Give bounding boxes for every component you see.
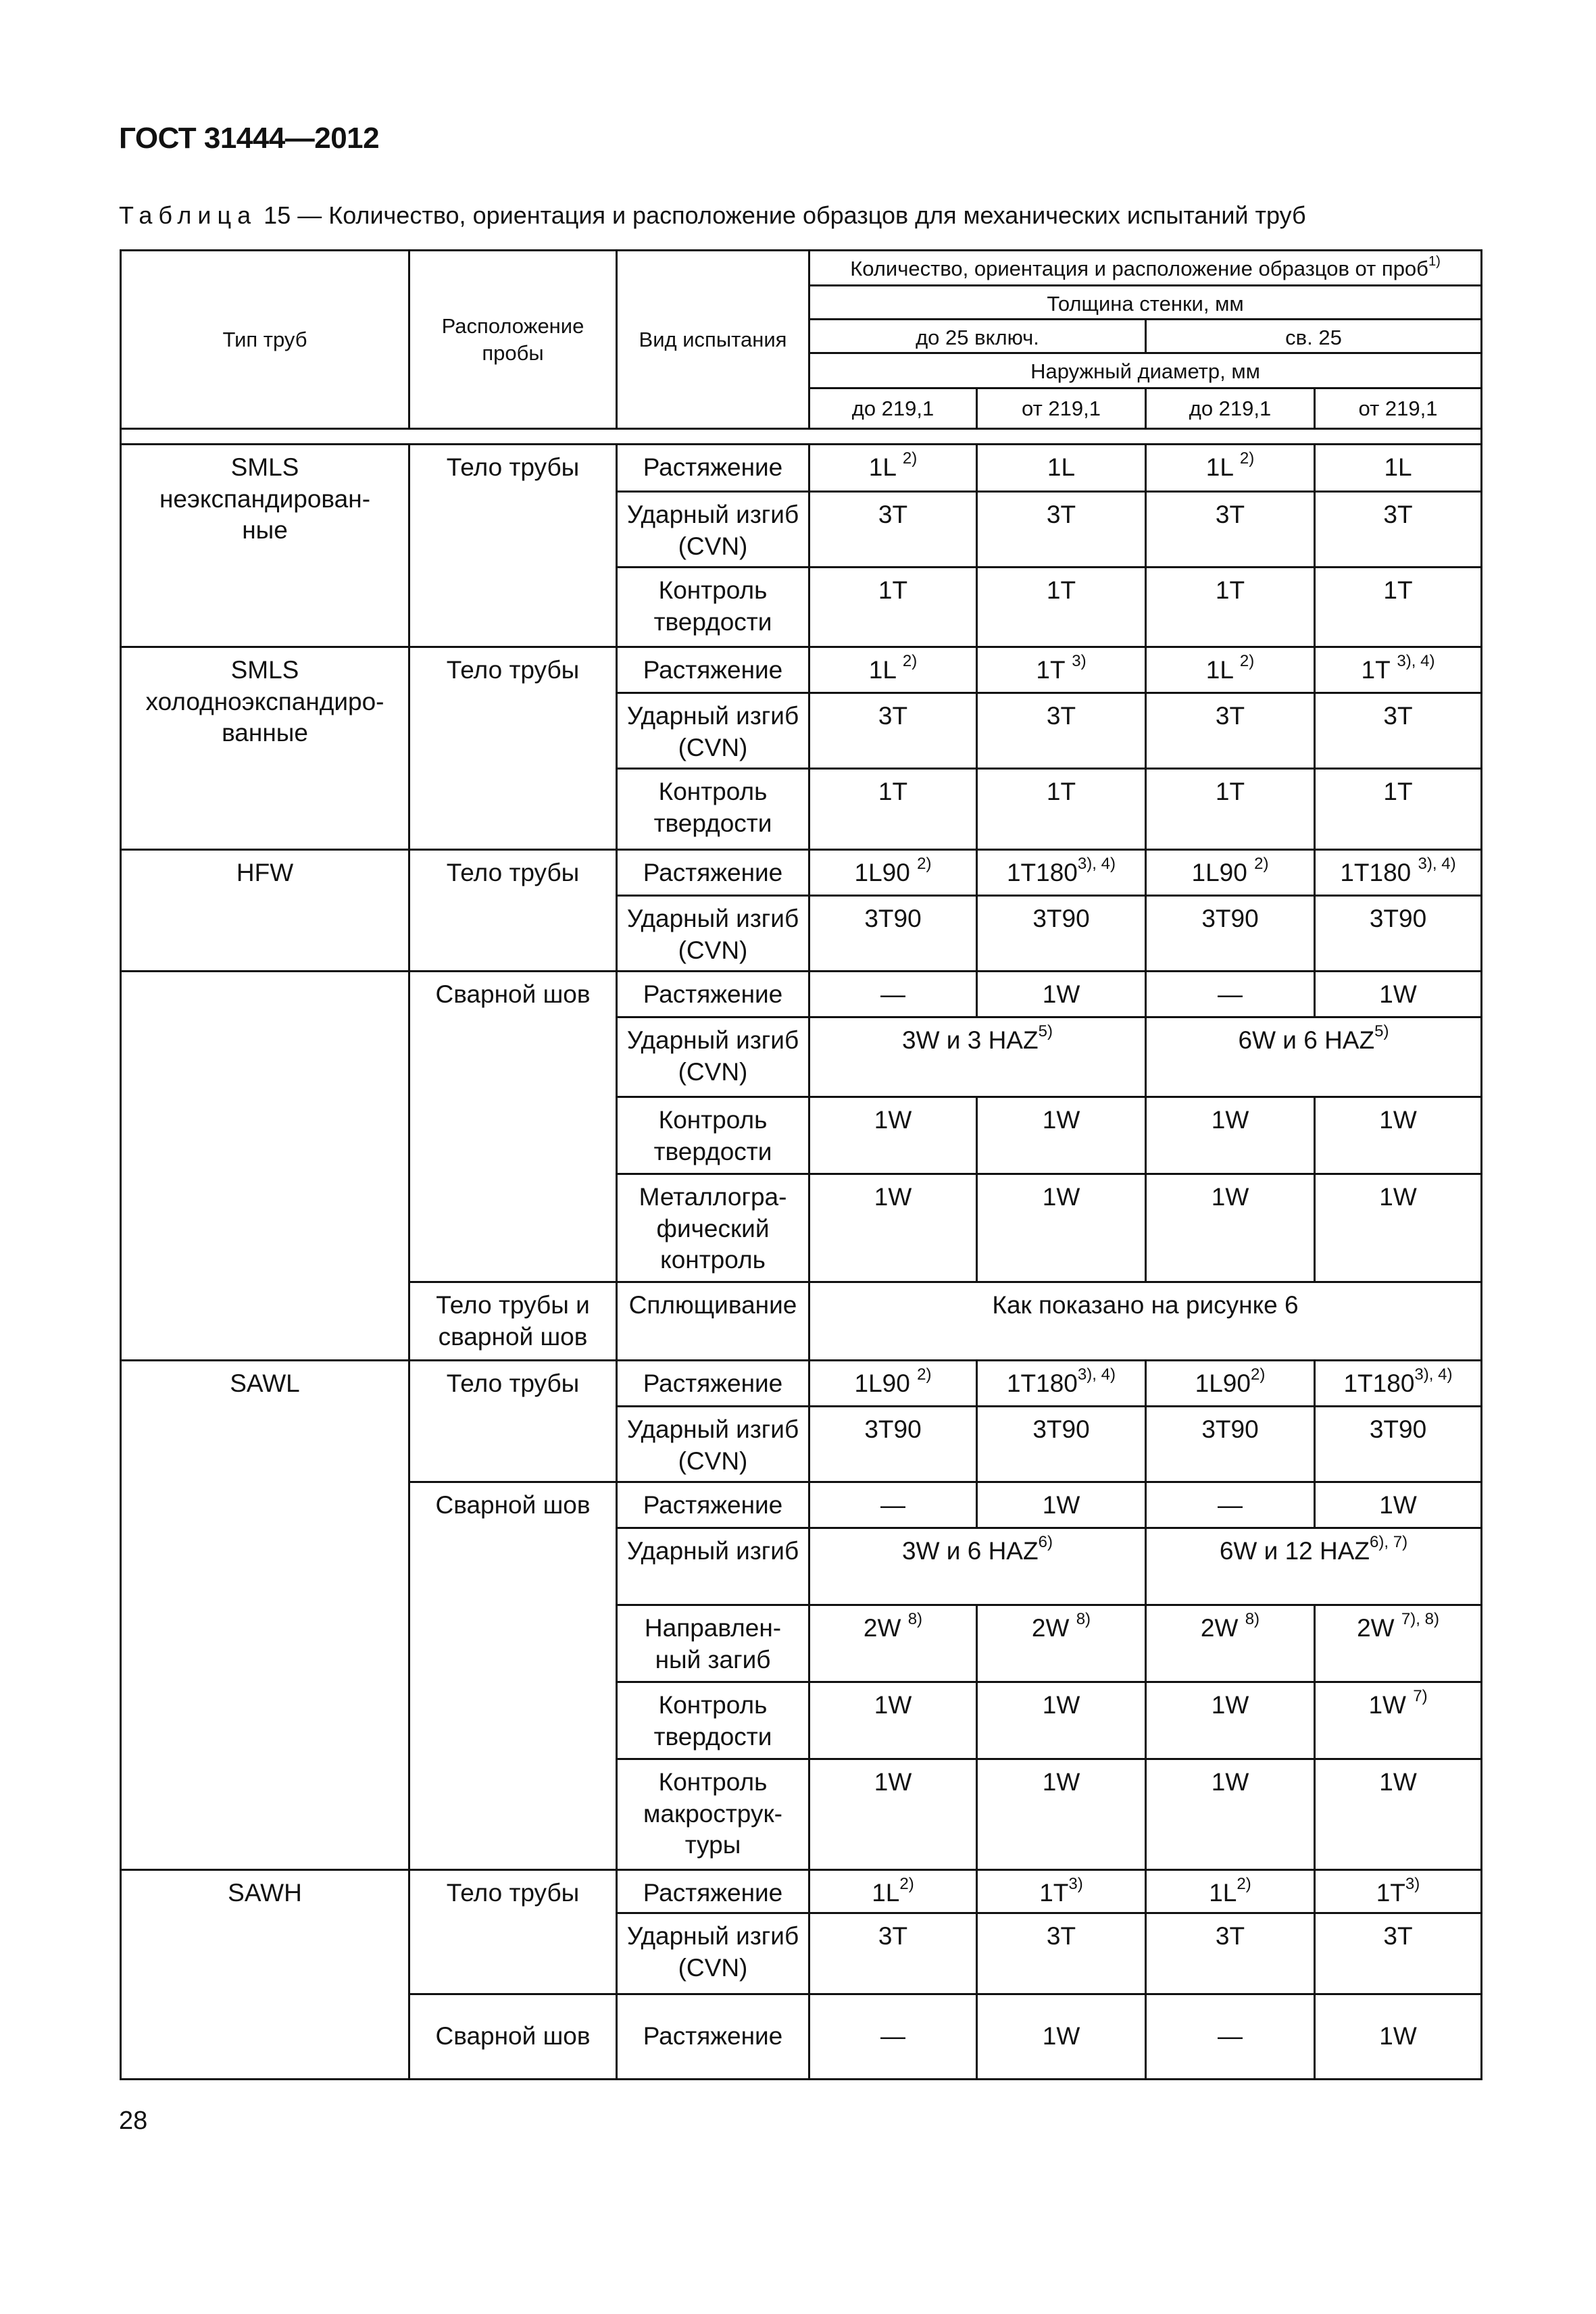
caption-text: Количество, ориентация и расположение образцов для механических испытаний труб bbox=[328, 201, 1306, 229]
value-cell: 1W bbox=[977, 1097, 1146, 1174]
caption-number: 15 bbox=[264, 201, 291, 229]
value-cell: 3T bbox=[809, 1913, 977, 1994]
table-row bbox=[121, 850, 1482, 896]
value-cell: 3T bbox=[1315, 693, 1482, 769]
value-cell: 1T $^{3), 4)}$ bbox=[1315, 647, 1482, 693]
value-cell: 1W bbox=[1146, 1174, 1315, 1282]
header-d2: от 219,1 bbox=[977, 388, 1146, 429]
value-cell: 2W $^{8)}$ bbox=[1146, 1605, 1315, 1682]
pipe-type-cell: SMLS неэкспандирован- ные bbox=[121, 445, 409, 647]
value-cell: — bbox=[1146, 972, 1315, 1017]
pipe-type-cell: HFW bbox=[121, 850, 409, 972]
pipe-type-cell-empty bbox=[121, 972, 409, 1361]
value-cell: 3T bbox=[977, 693, 1146, 769]
value-cell: 3T90 bbox=[809, 1407, 977, 1482]
table-row bbox=[121, 972, 1482, 1017]
value-cell: 3T90 bbox=[1315, 1407, 1482, 1482]
test-cell: Растяжение bbox=[617, 1482, 809, 1528]
header-wall-a-cell: до 25 включ. bbox=[809, 320, 1146, 353]
value-cell: 1L90$^{2)}$ bbox=[1146, 1361, 1315, 1407]
test-cell: Металлогра- фический контроль bbox=[617, 1174, 809, 1282]
value-cell: 3T bbox=[1315, 1913, 1482, 1994]
value-cell: 6W и 12 $HAZ^{6), 7)}$ bbox=[1146, 1528, 1482, 1605]
location-cell: Тело трубы bbox=[409, 1870, 617, 1994]
value-cell: 1W bbox=[809, 1682, 977, 1759]
value-cell: 2W $^{7), 8)}$ bbox=[1315, 1605, 1482, 1682]
value-cell: 1L $^{2)}$ bbox=[1146, 647, 1315, 693]
value-cell: 1W bbox=[1315, 1482, 1482, 1528]
value-cell: 6W и 6 HAZ$^{5)}$ bbox=[1146, 1017, 1482, 1097]
test-cell: Растяжение bbox=[617, 972, 809, 1017]
table-row bbox=[121, 647, 1482, 693]
value-cell: 1W bbox=[1315, 1759, 1482, 1870]
value-cell: 1W bbox=[1146, 1097, 1315, 1174]
test-cell: Контроль макрострук- туры bbox=[617, 1759, 809, 1870]
value-cell: 1T bbox=[809, 568, 977, 647]
value-cell: $1T180^{3), 4)}$ bbox=[1315, 1361, 1482, 1407]
header-d1: до 219,1 bbox=[809, 388, 977, 429]
value-cell: 1W $^{7)}$ bbox=[1315, 1682, 1482, 1759]
header-d4: от 219,1 bbox=[1315, 388, 1482, 429]
header-sample-location-cell: Расположение пробы bbox=[409, 251, 617, 429]
table-caption bbox=[119, 201, 1306, 230]
test-cell: Сплющивание bbox=[617, 1282, 809, 1361]
header-pipe-type-cell: Тип труб bbox=[121, 251, 409, 429]
value-cell: 1L $^{2)}$ bbox=[809, 445, 977, 492]
header-d3: до 219,1 bbox=[1146, 388, 1315, 429]
value-cell: 3T90 bbox=[1146, 896, 1315, 972]
pipe-type-cell: SAWH bbox=[121, 1870, 409, 2080]
value-cell: 1W bbox=[977, 1759, 1146, 1870]
header-wall-b-cell: св. 25 bbox=[1146, 320, 1482, 353]
value-cell: $1L^{2)}$ bbox=[809, 1870, 977, 1913]
value-cell: — bbox=[1146, 1482, 1315, 1528]
value-cell: 1T bbox=[977, 769, 1146, 850]
test-cell: Ударный изгиб (CVN) bbox=[617, 492, 809, 568]
page-number: 28 bbox=[119, 2107, 148, 2135]
test-cell: Контроль твердости bbox=[617, 769, 809, 850]
table-row bbox=[121, 445, 1482, 492]
header-quantity-label: Количество, ориентация и расположение образцов от проб bbox=[850, 257, 1428, 280]
test-cell: Контроль твердости bbox=[617, 568, 809, 647]
header-wall-thickness-cell: Толщина стенки, мм bbox=[809, 286, 1482, 320]
test-cell: Растяжение bbox=[617, 1870, 809, 1913]
test-cell: Ударный изгиб (CVN) bbox=[617, 1913, 809, 1994]
value-cell: 1L90 $^{2)}$ bbox=[809, 850, 977, 896]
value-cell: 3T bbox=[1146, 1913, 1315, 1994]
value-cell: 1T180 $^{3), 4)}$ bbox=[1315, 850, 1482, 896]
value-cell: 1W bbox=[977, 1174, 1146, 1282]
value-cell: 1W bbox=[977, 1482, 1146, 1528]
value-cell: 2W $^{8)}$ bbox=[977, 1605, 1146, 1682]
value-cell: 3W и 3 HAZ$^{5)}$ bbox=[809, 1017, 1146, 1097]
value-cell: 1W bbox=[977, 972, 1146, 1017]
value-cell: 3T90 bbox=[1146, 1407, 1315, 1482]
value-cell: 3T bbox=[1315, 492, 1482, 568]
header-separator bbox=[121, 429, 1482, 445]
document-code: ГОСТ 31444—2012 bbox=[119, 122, 380, 155]
value-cell: 3T90 bbox=[1315, 896, 1482, 972]
pipe-type-cell: SAWL bbox=[121, 1361, 409, 1870]
value-cell: 1T $^{3)}$ bbox=[977, 647, 1146, 693]
test-cell: Направлен- ный загиб bbox=[617, 1605, 809, 1682]
caption-label: Таблица bbox=[119, 201, 257, 229]
value-cell: 3T bbox=[977, 492, 1146, 568]
test-cell: Контроль твердости bbox=[617, 1682, 809, 1759]
caption-dash: — bbox=[291, 201, 329, 229]
header-test-type-cell: Вид испытания bbox=[617, 251, 809, 429]
value-cell: 1T bbox=[1146, 568, 1315, 647]
location-cell: Тело трубы и сварной шов bbox=[409, 1282, 617, 1361]
test-cell: Ударный изгиб (CVN) bbox=[617, 693, 809, 769]
table-row bbox=[121, 1870, 1482, 1913]
specimens-table bbox=[120, 249, 1482, 2080]
test-cell: Растяжение bbox=[617, 850, 809, 896]
value-cell: 3T bbox=[1146, 492, 1315, 568]
value-cell: 1W bbox=[1146, 1759, 1315, 1870]
value-cell: $1T^{3)}$ bbox=[977, 1870, 1146, 1913]
value-cell: 1W bbox=[1315, 1994, 1482, 2080]
test-cell: Контроль твердости bbox=[617, 1097, 809, 1174]
header-quantity-footnote: 1) bbox=[1428, 253, 1441, 269]
value-cell: 1W bbox=[977, 1994, 1146, 2080]
value-cell: 3T bbox=[977, 1913, 1146, 1994]
value-cell: — bbox=[809, 972, 977, 1017]
test-cell: Растяжение bbox=[617, 445, 809, 492]
value-cell: 1W bbox=[809, 1759, 977, 1870]
header-diameter-cell: Наружный диаметр, мм bbox=[809, 353, 1482, 388]
value-cell: $1T180^{3), 4)}$ bbox=[977, 850, 1146, 896]
value-cell: $1T^{3)}$ bbox=[1315, 1870, 1482, 1913]
value-cell: 1W bbox=[809, 1097, 977, 1174]
location-cell: Сварной шов bbox=[409, 1482, 617, 1870]
value-cell: 1W bbox=[1146, 1682, 1315, 1759]
value-cell: 1T bbox=[1315, 568, 1482, 647]
location-cell: Тело трубы bbox=[409, 850, 617, 972]
value-cell: 1W bbox=[809, 1174, 977, 1282]
value-cell: 1L $^{2)}$ bbox=[1146, 445, 1315, 492]
test-cell: Растяжение bbox=[617, 1994, 809, 2080]
value-cell: 1T bbox=[1315, 769, 1482, 850]
location-cell: Тело трубы bbox=[409, 647, 617, 850]
location-cell: Сварной шов bbox=[409, 1994, 617, 2080]
value-cell: 1W bbox=[1315, 972, 1482, 1017]
test-cell: Растяжение bbox=[617, 647, 809, 693]
value-cell: — bbox=[809, 1482, 977, 1528]
value-cell: 3T90 bbox=[809, 896, 977, 972]
value-cell: 1L bbox=[1315, 445, 1482, 492]
value-cell: 3T bbox=[1146, 693, 1315, 769]
pipe-type-cell: SMLS холодноэкспандиро- ванные bbox=[121, 647, 409, 850]
location-cell: Тело трубы bbox=[409, 1361, 617, 1482]
test-cell: Ударный изгиб (CVN) bbox=[617, 896, 809, 972]
value-cell: — bbox=[1146, 1994, 1315, 2080]
test-cell: Ударный изгиб (CVN) bbox=[617, 1017, 809, 1097]
value-cell: 1T bbox=[1146, 769, 1315, 850]
value-cell: 3T90 bbox=[977, 896, 1146, 972]
value-cell: 3T bbox=[809, 693, 977, 769]
table-row bbox=[121, 1361, 1482, 1407]
value-cell: 1L bbox=[977, 445, 1146, 492]
test-cell: Растяжение bbox=[617, 1361, 809, 1407]
value-cell: 3W и 6 HAZ$^{6)}$ bbox=[809, 1528, 1146, 1605]
value-cell: 1L $^{2)}$ bbox=[809, 647, 977, 693]
value-cell: 1W bbox=[1315, 1174, 1482, 1282]
header-quantity-cell bbox=[809, 251, 1482, 286]
value-cell: 1T bbox=[809, 769, 977, 850]
test-cell: Ударный изгиб (CVN) bbox=[617, 1407, 809, 1482]
value-cell: 3T90 bbox=[977, 1407, 1146, 1482]
value-cell: 1L90 $^{2)}$ bbox=[1146, 850, 1315, 896]
value-cell: 2W $^{8)}$ bbox=[809, 1605, 977, 1682]
value-cell: $1L^{2)}$ bbox=[1146, 1870, 1315, 1913]
value-cell: 1W bbox=[977, 1682, 1146, 1759]
value-cell: 1W bbox=[1315, 1097, 1482, 1174]
location-cell: Тело трубы bbox=[409, 445, 617, 647]
value-cell: 1L90 $^{2)}$ bbox=[809, 1361, 977, 1407]
value-cell: — bbox=[809, 1994, 977, 2080]
test-cell: Ударный изгиб bbox=[617, 1528, 809, 1605]
value-cell: 1T bbox=[977, 568, 1146, 647]
location-cell: Сварной шов bbox=[409, 972, 617, 1282]
value-cell: Как показано на рисунке 6 bbox=[809, 1282, 1482, 1361]
value-cell: 3T bbox=[809, 492, 977, 568]
value-cell: $1T180^{3), 4)}$ bbox=[977, 1361, 1146, 1407]
